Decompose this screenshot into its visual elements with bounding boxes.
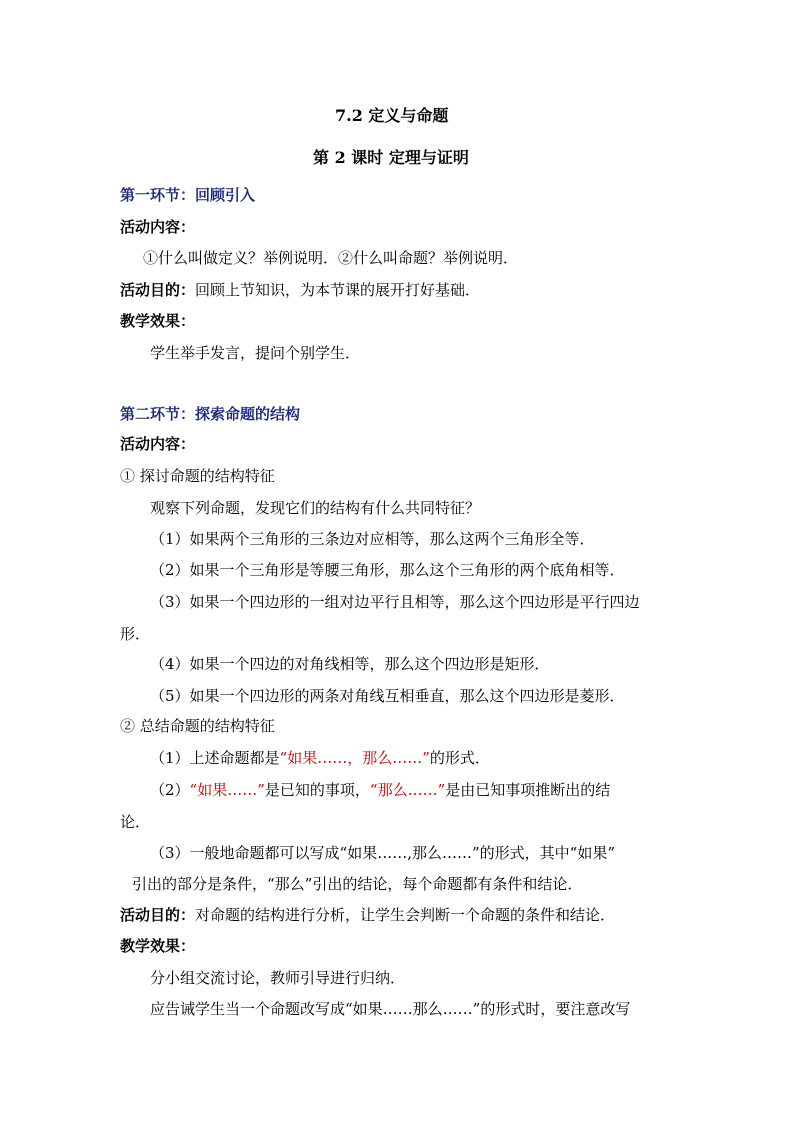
page-title: 7.2 定义与命题 — [335, 106, 449, 125]
summary-item-1-pre: （1）上述命题都是 — [150, 749, 280, 767]
section1-activity-goal-text: 回顾上节知识，为本节课的展开打好基础． — [195, 281, 481, 299]
section1-effect-text: 学生举手发言，提问个别学生． — [150, 344, 361, 362]
summary-item-1 — [150, 748, 490, 768]
section1-heading: 第一环节：回顾引入 — [120, 186, 256, 204]
proposition-item-1: （1）如果两个三角形的三条边对应相等，那么这两个三角形全等． — [150, 530, 595, 548]
summary-item-1-post: 的形式． — [429, 749, 490, 767]
section1-activity-goal — [120, 280, 480, 300]
summary-item-2-mid: 是已知的事项， — [264, 781, 370, 799]
section1-activity-content-label: 活动内容： — [120, 218, 196, 236]
proposition-item-3-cont: 形． — [120, 625, 151, 643]
summary-item-1-highlight: “如果……，那么……” — [279, 749, 430, 767]
section2-activity-goal-label: 活动目的： — [120, 906, 196, 924]
summary-item-2-highlight-1: “如果……” — [189, 781, 265, 799]
page-subtitle: 第 2 课时 定理与证明 — [313, 148, 469, 167]
summary-item-2-pre: （2） — [150, 781, 190, 799]
section1-activity-content-text: ①什么叫做定义？举例说明．②什么叫命题？举例说明． — [143, 249, 519, 267]
summary-item-3-line1: （3）一般地命题都可以写成“如果……,那么……”的形式，其中“如果” — [150, 844, 615, 862]
section2-activity-goal — [120, 905, 615, 925]
section2-part1-intro: 观察下列命题，发现它们的结构有什么共同特征？ — [150, 499, 481, 517]
proposition-item-4: （4）如果一个四边的对角线相等，那么这个四边形是矩形． — [150, 655, 550, 673]
proposition-item-3: （3）如果一个四边形的一组对边平行且相等，那么这个四边形是平行四边 — [150, 593, 640, 611]
proposition-item-2: （2）如果一个三角形是等腰三角形，那么这个三角形的两个底角相等． — [150, 561, 625, 579]
section2-part1-title: ① 探讨命题的结构特征 — [120, 467, 275, 485]
section2-effect-text-2: 应告诫学生当一个命题改写成“如果……那么……”的形式时，要注意改写 — [150, 1000, 631, 1018]
section2-part2-title: ② 总结命题的结构特征 — [120, 717, 275, 735]
section2-activity-goal-text: 对命题的结构进行分析，让学生会判断一个命题的条件和结论． — [195, 906, 616, 924]
summary-item-2-cont: 论． — [120, 813, 151, 831]
summary-item-2 — [150, 780, 610, 800]
section2-effect-text-1: 分小组交流讨论，教师引导进行归纳． — [150, 969, 406, 987]
summary-item-3-line2: 引出的部分是条件，“那么”引出的结论，每个命题都有条件和结论． — [132, 875, 583, 893]
section1-effect-label: 教学效果： — [120, 312, 196, 330]
summary-item-2-highlight-2: “那么……” — [369, 781, 446, 799]
section2-effect-label: 教学效果： — [120, 937, 196, 955]
section1-activity-goal-label: 活动目的： — [120, 281, 196, 299]
section2-heading: 第二环节：探索命题的结构 — [120, 405, 301, 423]
section2-activity-content-label: 活动内容： — [120, 435, 196, 453]
proposition-item-5: （5）如果一个四边形的两条对角线互相垂直，那么这个四边形是菱形． — [150, 687, 625, 705]
summary-item-2-post: 是由已知事项推断出的结 — [445, 781, 611, 799]
